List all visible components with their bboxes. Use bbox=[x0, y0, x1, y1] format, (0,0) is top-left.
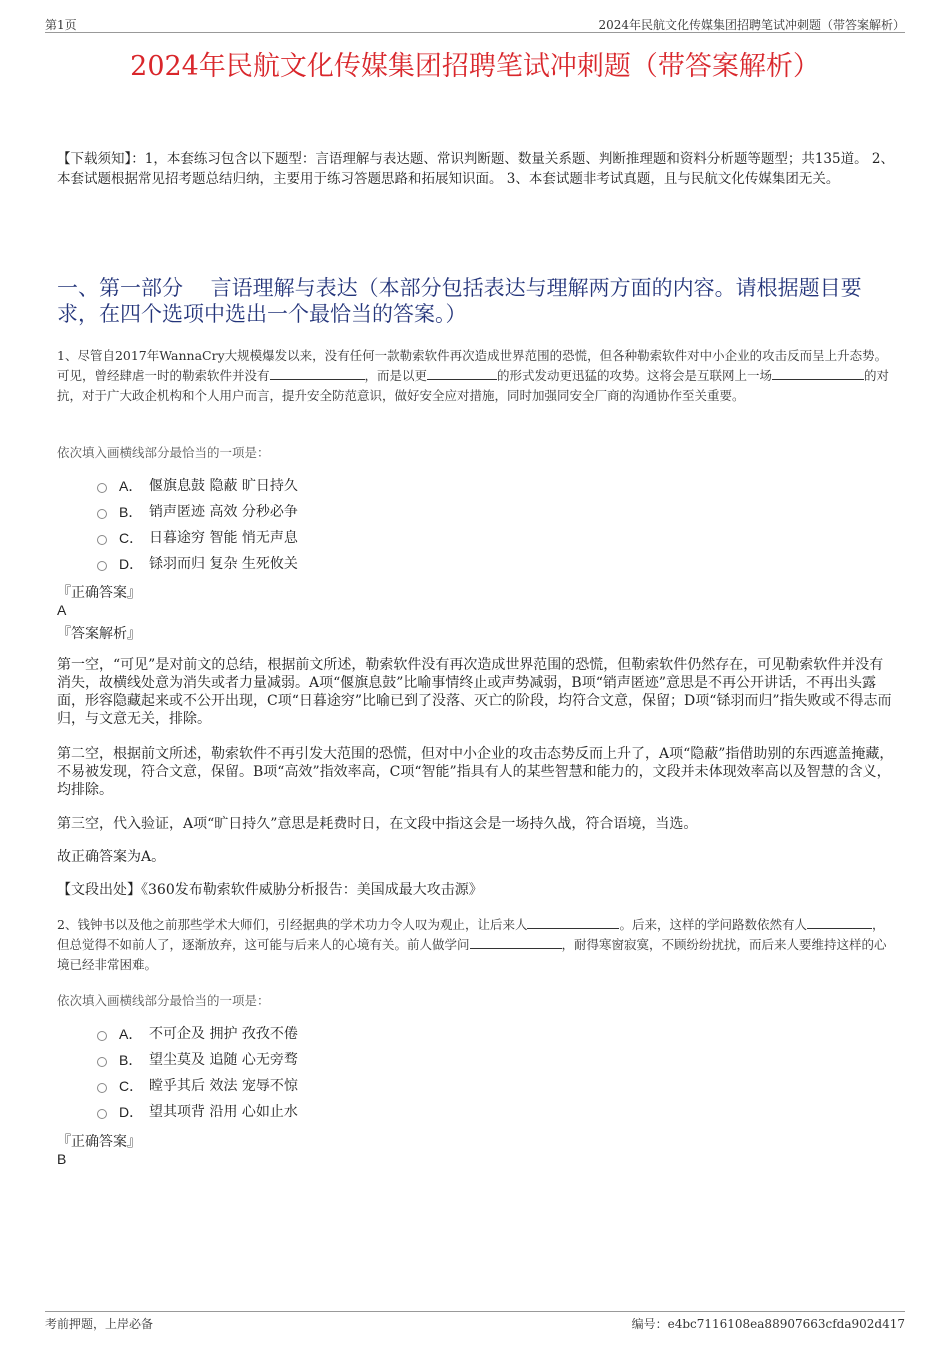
radio-icon[interactable] bbox=[97, 1031, 107, 1041]
blank-1 bbox=[270, 367, 365, 380]
download-notice: 【下载须知】：1，本套练习包含以下题型：言语理解与表达题、常识判断题、数量关系题、判断推理题和资料分析题等题型；共135道。 2、本套试题根据常见招考题总结归纳，主要用于练习答题思路和拓展知识面。 3、本套试题非考试真题，且与民航文化传媒集团无关。 bbox=[57, 151, 894, 187]
radio-icon[interactable] bbox=[97, 1109, 107, 1119]
option-a[interactable]: A． 不可企及 拥护 孜孜不倦 bbox=[97, 1021, 298, 1047]
answer-value: A bbox=[57, 602, 67, 618]
radio-icon[interactable] bbox=[97, 1057, 107, 1067]
question-2-stem: 2、钱钟书以及他之前那些学术大师们，引经据典的学术功力令人叹为观止，让后来人 。后来，这样的学问路数依然有人 ，但总觉得不如前人了，逐渐放弃，这可能与后来人的心境有关。前人做学问 ，耐得寒窗寂寞，不顾纷纷扰扰，而后来人要维持这样的心境已经非常困难。 bbox=[57, 917, 887, 972]
footer-serial: 编号：e4bc7116108ea88907663cfda902d417 bbox=[631, 1317, 905, 1331]
section-title: 一、第一部分 言语理解与表达（本部分包括表达与理解两方面的内容。请根据题目要求，在四个选项中选出一个最恰当的答案。） bbox=[57, 276, 862, 326]
blank-2 bbox=[427, 367, 497, 380]
blank-3 bbox=[470, 936, 562, 949]
analysis-paragraph-1: 第一空，“可见”是对前文的总结，根据前文所述，勒索软件没有再次造成世界范围的恐慌，但勒索软件仍然存在，可见勒索软件并没有消失，故横线处意为消失或者力量减弱。A项“偃旗息鼓”比喻事情终止或声势减弱，B项“销声匿迹”意思是不再公开讲话，不再出头露面，形容隐藏起来或不公开出现，C项“日暮途穷”比喻已到了没落、灭亡的阶段，均符合文意，保留；D项“铩羽而归”指失败或不得志而归，与文意无关，排除。 bbox=[57, 657, 892, 727]
analysis-label: 『答案解析』 bbox=[57, 626, 141, 642]
option-a[interactable]: A． 偃旗息鼓 隐蔽 旷日持久 bbox=[97, 473, 298, 499]
blank-2 bbox=[807, 916, 872, 929]
page-number: 第1页 bbox=[45, 18, 77, 32]
analysis-paragraph-3: 第三空，代入验证，A项“旷日持久”意思是耗费时日，在文段中指这会是一场持久战，符合语境，当选。 bbox=[57, 816, 698, 832]
answer-label: 『正确答案』 bbox=[57, 1134, 141, 1150]
answer-value: B bbox=[57, 1151, 67, 1167]
analysis-paragraph-2: 第二空，根据前文所述，勒索软件不再引发大范围的恐慌，但对中小企业的攻击态势反而上升了，A项“隐蔽”指借助别的东西遮盖掩藏，不易被发现，符合文意，保留。B项“高效”指效率高，C项“智能”指具有人的某些智慧和能力的，文段并未体现效率高以及智慧的含义，均排除。 bbox=[57, 746, 894, 798]
radio-icon[interactable] bbox=[97, 1083, 107, 1093]
page-header bbox=[45, 14, 905, 33]
option-c[interactable]: C． 日暮途穷 智能 悄无声息 bbox=[97, 525, 298, 551]
footer-slogan: 考前押题，上岸必备 bbox=[45, 1317, 154, 1331]
blank-1 bbox=[527, 916, 619, 929]
question-2-options bbox=[97, 1021, 298, 1125]
question-1-options bbox=[97, 473, 298, 577]
option-c[interactable]: C． 瞠乎其后 效法 宠辱不惊 bbox=[97, 1073, 298, 1099]
page-title: 2024年民航文化传媒集团招聘笔试冲刺题（带答案解析） bbox=[130, 51, 820, 82]
option-d[interactable]: D． 望其项背 沿用 心如止水 bbox=[97, 1099, 298, 1125]
page-footer bbox=[45, 1311, 905, 1332]
option-d[interactable]: D． 铩羽而归 复杂 生死攸关 bbox=[97, 551, 298, 577]
option-b[interactable]: B． 望尘莫及 追随 心无旁骛 bbox=[97, 1047, 298, 1073]
radio-icon[interactable] bbox=[97, 535, 107, 545]
source-citation: 【文段出处】《360发布勒索软件威胁分析报告：美国成最大攻击源》 bbox=[57, 882, 483, 898]
question-1-prompt: 依次填入画横线部分最恰当的一项是： bbox=[57, 445, 270, 460]
radio-icon[interactable] bbox=[97, 561, 107, 571]
blank-3 bbox=[772, 367, 864, 380]
option-b[interactable]: B． 销声匿迹 高效 分秒必争 bbox=[97, 499, 298, 525]
answer-label: 『正确答案』 bbox=[57, 585, 141, 601]
question-2-prompt: 依次填入画横线部分最恰当的一项是： bbox=[57, 993, 270, 1008]
analysis-paragraph-4: 故正确答案为A。 bbox=[57, 849, 166, 865]
question-1-stem: 1、尽管自2017年WannaCry大规模爆发以来，没有任何一款勒索软件再次造成世界范围的恐慌，但各种勒索软件对中小企业的攻击反而呈上升态势。可见，曾经肆虐一时的勒索软件并没有 ，而是以更 的形式发动更迅猛的攻势。这将会是互联网上一场 的对抗，对于广大政企机构和个人用户而言，提升安全防范意识，做好安全应对措施，同时加强同安全厂商的沟通协作至关重要。 bbox=[57, 348, 890, 403]
radio-icon[interactable] bbox=[97, 483, 107, 493]
header-doc-title: 2024年民航文化传媒集团招聘笔试冲刺题（带答案解析） bbox=[598, 18, 905, 32]
radio-icon[interactable] bbox=[97, 509, 107, 519]
